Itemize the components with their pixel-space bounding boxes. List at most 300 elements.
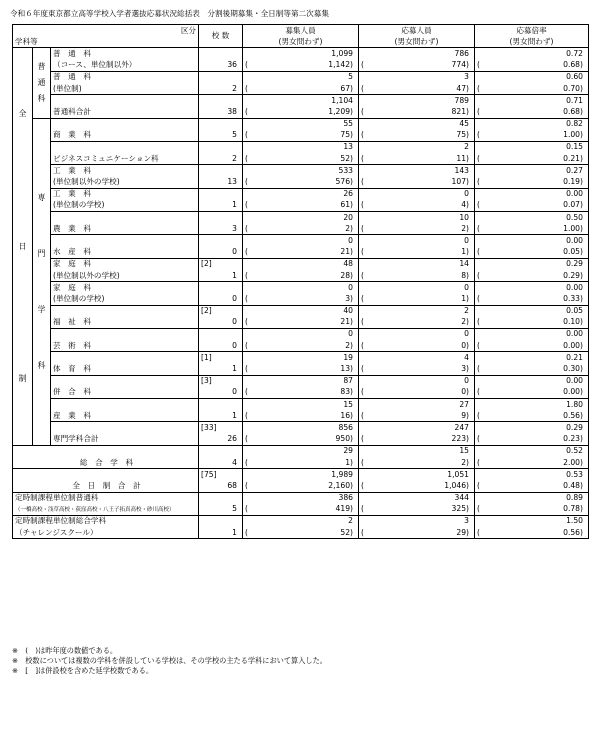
previous-value: 0.56 bbox=[563, 527, 581, 537]
table-row bbox=[13, 212, 589, 224]
previous-value: 13 bbox=[340, 364, 351, 374]
close-paren: ) bbox=[580, 200, 583, 210]
schools-bracket bbox=[199, 445, 243, 457]
value-current: 0.60 bbox=[475, 71, 589, 83]
close-paren: ) bbox=[350, 434, 353, 444]
value-current: 386 bbox=[243, 492, 359, 504]
previous-value: 16 bbox=[340, 410, 351, 420]
table-row bbox=[13, 480, 589, 492]
value-current: 20 bbox=[243, 212, 359, 224]
schools-count: 0 bbox=[199, 340, 243, 352]
value-previous bbox=[243, 293, 359, 305]
subject-name: 普通科合計 bbox=[51, 106, 199, 118]
bracket-count: [2] bbox=[201, 306, 212, 316]
previous-value: 0.48 bbox=[563, 480, 581, 490]
close-paren: ) bbox=[466, 130, 469, 140]
close-paren: ) bbox=[580, 106, 583, 116]
zen_total-label bbox=[13, 480, 199, 492]
value-current: 0.82 bbox=[475, 118, 589, 130]
value-previous bbox=[475, 434, 589, 446]
note-item: ※ [ ]は併設校を含めた延学校数である。 bbox=[12, 666, 154, 675]
open-paren: ( bbox=[361, 223, 364, 233]
previous-value: 21 bbox=[340, 317, 351, 327]
value-previous bbox=[475, 270, 589, 282]
open-paren: ( bbox=[245, 434, 248, 444]
table-row bbox=[13, 422, 589, 434]
sogo-label bbox=[13, 457, 199, 469]
value-current: 0.50 bbox=[475, 212, 589, 224]
close-paren: ) bbox=[350, 527, 353, 537]
close-paren: ) bbox=[466, 480, 469, 490]
previous-value: 8 bbox=[461, 270, 467, 280]
value-previous bbox=[243, 434, 359, 446]
previous-value: 0.00 bbox=[563, 387, 581, 397]
open-paren: ( bbox=[477, 527, 480, 537]
close-paren: ) bbox=[350, 270, 353, 280]
previous-value: 0.33 bbox=[563, 293, 581, 303]
previous-value: 0.05 bbox=[563, 247, 581, 257]
previous-value: 2 bbox=[461, 317, 467, 327]
previous-value: 107 bbox=[451, 177, 467, 187]
subject-name: 普 通 科 bbox=[51, 71, 199, 83]
schools-count: 26 bbox=[199, 434, 243, 446]
close-paren: ) bbox=[350, 200, 353, 210]
schools-bracket bbox=[199, 328, 243, 340]
value-previous bbox=[243, 340, 359, 352]
close-paren: ) bbox=[466, 106, 469, 116]
previous-value: 1.00 bbox=[563, 223, 581, 233]
zen-label: 全 bbox=[18, 109, 27, 119]
value-previous bbox=[243, 106, 359, 118]
previous-value: 576 bbox=[335, 177, 351, 187]
previous-value: 1.00 bbox=[563, 130, 581, 140]
value-current: 0 bbox=[359, 328, 475, 340]
previous-value: 0.10 bbox=[563, 317, 581, 327]
previous-value: 2 bbox=[461, 223, 467, 233]
value-previous bbox=[475, 504, 589, 516]
value-previous bbox=[243, 363, 359, 375]
bracket-count: [75] bbox=[201, 469, 217, 479]
previous-value: 0.78 bbox=[563, 504, 581, 514]
header-boshu: 募集人員 bbox=[243, 25, 359, 37]
close-paren: ) bbox=[580, 317, 583, 327]
teiji1-label bbox=[13, 492, 199, 504]
previous-value: 1 bbox=[345, 457, 351, 467]
value-current: 0.00 bbox=[475, 282, 589, 294]
teiji2-label: 定時制課程単位制総合学科 bbox=[15, 516, 107, 526]
schools-count: 5 bbox=[199, 504, 243, 516]
value-previous bbox=[243, 153, 359, 165]
previous-value: 0.29 bbox=[563, 270, 581, 280]
value-previous bbox=[359, 504, 475, 516]
table-row bbox=[13, 328, 589, 340]
value-current: 29 bbox=[243, 445, 359, 457]
teiji2-sublabel: （チャレンジスクール） bbox=[15, 527, 98, 537]
previous-value: 0.00 bbox=[563, 340, 581, 350]
subject-name: 普 通 科 bbox=[51, 48, 199, 60]
page-title: 令和６年度東京都立高等学校入学者選抜応募状況総括表 分割後期募集・全日制等第二次募集 bbox=[10, 9, 329, 18]
value-previous bbox=[475, 527, 589, 539]
value-current: 786 bbox=[359, 48, 475, 60]
value-previous bbox=[243, 387, 359, 399]
close-paren: ) bbox=[466, 153, 469, 163]
close-paren: ) bbox=[466, 504, 469, 514]
subject-name bbox=[51, 375, 199, 387]
schools-bracket bbox=[199, 258, 243, 270]
previous-value: 821 bbox=[451, 106, 467, 116]
open-paren: ( bbox=[245, 177, 248, 187]
previous-value: 0.30 bbox=[563, 364, 581, 374]
table-row bbox=[13, 200, 589, 212]
open-paren: ( bbox=[477, 480, 480, 490]
value-current: 143 bbox=[359, 165, 475, 177]
close-paren: ) bbox=[350, 387, 353, 397]
close-paren: ) bbox=[466, 223, 469, 233]
subject-name: (単位制以外の学校) bbox=[51, 176, 199, 188]
value-current: 344 bbox=[359, 492, 475, 504]
futsu-char: 科 bbox=[37, 93, 46, 103]
table-row bbox=[13, 492, 589, 504]
bracket-count: [2] bbox=[201, 259, 212, 269]
schools-bracket bbox=[199, 469, 243, 481]
close-paren: ) bbox=[350, 106, 353, 116]
value-current: 789 bbox=[359, 95, 475, 107]
close-paren: ) bbox=[580, 340, 583, 350]
value-current: 0.29 bbox=[475, 422, 589, 434]
value-previous bbox=[243, 60, 359, 72]
previous-value: 47 bbox=[456, 83, 467, 93]
open-paren: ( bbox=[245, 60, 248, 70]
futsu-char: 普 bbox=[37, 61, 46, 71]
open-paren: ( bbox=[361, 106, 364, 116]
open-paren: ( bbox=[245, 457, 248, 467]
schools-count: 38 bbox=[199, 106, 243, 118]
close-paren: ) bbox=[466, 527, 469, 537]
open-paren: ( bbox=[477, 177, 480, 187]
schools-count: 1 bbox=[199, 363, 243, 375]
previous-value: 2 bbox=[345, 340, 351, 350]
value-current: 0 bbox=[359, 282, 475, 294]
subject-name: 福 祉 科 bbox=[51, 317, 199, 329]
table-row bbox=[13, 165, 589, 177]
value-previous bbox=[243, 83, 359, 95]
open-paren: ( bbox=[477, 434, 480, 444]
previous-value: 0.07 bbox=[563, 200, 581, 210]
value-current: 0.00 bbox=[475, 188, 589, 200]
table-row bbox=[13, 176, 589, 188]
open-paren: ( bbox=[361, 153, 364, 163]
close-paren: ) bbox=[580, 130, 583, 140]
value-current: 19 bbox=[243, 352, 359, 364]
value-current: 0.00 bbox=[475, 235, 589, 247]
open-paren: ( bbox=[361, 340, 364, 350]
subject-name: (単位制の学校) bbox=[51, 200, 199, 212]
open-paren: ( bbox=[361, 270, 364, 280]
close-paren: ) bbox=[466, 387, 469, 397]
subject-name: 商 業 科 bbox=[51, 130, 199, 142]
previous-value: 61 bbox=[340, 200, 351, 210]
open-paren: ( bbox=[361, 60, 364, 70]
bracket-count: [3] bbox=[201, 376, 212, 386]
value-previous bbox=[359, 434, 475, 446]
value-current: 2 bbox=[243, 515, 359, 527]
value-previous bbox=[243, 247, 359, 259]
previous-value: 0.70 bbox=[563, 83, 581, 93]
value-current: 10 bbox=[359, 212, 475, 224]
open-paren: ( bbox=[245, 106, 248, 116]
open-paren: ( bbox=[361, 387, 364, 397]
senmon-char: 専 bbox=[37, 192, 46, 202]
value-previous bbox=[359, 410, 475, 422]
value-previous bbox=[475, 176, 589, 188]
subject-name: 芸 術 科 bbox=[51, 340, 199, 352]
schools-bracket bbox=[199, 118, 243, 130]
value-current: 1,051 bbox=[359, 469, 475, 481]
close-paren: ) bbox=[580, 410, 583, 420]
value-current: 0.71 bbox=[475, 95, 589, 107]
previous-value: 2.00 bbox=[563, 457, 581, 467]
value-previous bbox=[359, 83, 475, 95]
close-paren: ) bbox=[580, 387, 583, 397]
subject-name bbox=[51, 235, 199, 247]
close-paren: ) bbox=[350, 177, 353, 187]
value-previous bbox=[475, 223, 589, 235]
header-row bbox=[13, 25, 589, 37]
value-current: 1.80 bbox=[475, 399, 589, 411]
open-paren: ( bbox=[245, 364, 248, 374]
close-paren: ) bbox=[580, 504, 583, 514]
table-row bbox=[13, 130, 589, 142]
schools-bracket bbox=[199, 48, 243, 60]
schools-bracket bbox=[199, 305, 243, 317]
close-paren: ) bbox=[350, 457, 353, 467]
close-paren: ) bbox=[580, 434, 583, 444]
open-paren: ( bbox=[477, 364, 480, 374]
value-current: 45 bbox=[359, 118, 475, 130]
value-current: 14 bbox=[359, 258, 475, 270]
value-current: 0 bbox=[243, 235, 359, 247]
previous-value: 0.19 bbox=[563, 177, 581, 187]
close-paren: ) bbox=[466, 457, 469, 467]
value-current: 5 bbox=[243, 71, 359, 83]
value-previous bbox=[359, 317, 475, 329]
open-paren: ( bbox=[361, 247, 364, 257]
open-paren: ( bbox=[245, 504, 248, 514]
value-previous bbox=[243, 504, 359, 516]
table-row bbox=[13, 71, 589, 83]
subject-name: （コース、単位制以外） bbox=[51, 60, 199, 72]
value-previous bbox=[475, 60, 589, 72]
open-paren: ( bbox=[477, 457, 480, 467]
close-paren: ) bbox=[466, 364, 469, 374]
value-current: 0.72 bbox=[475, 48, 589, 60]
table-row bbox=[13, 527, 589, 539]
subject-name bbox=[51, 305, 199, 317]
open-paren: ( bbox=[361, 457, 364, 467]
previous-value: 3 bbox=[461, 364, 467, 374]
table-row bbox=[13, 457, 589, 469]
close-paren: ) bbox=[466, 60, 469, 70]
open-paren: ( bbox=[245, 130, 248, 140]
table-row bbox=[13, 235, 589, 247]
value-current: 0.21 bbox=[475, 352, 589, 364]
open-paren: ( bbox=[361, 200, 364, 210]
open-paren: ( bbox=[245, 480, 248, 490]
table-row bbox=[13, 106, 589, 118]
open-paren: ( bbox=[477, 410, 480, 420]
table-row bbox=[13, 515, 589, 527]
open-paren: ( bbox=[245, 83, 248, 93]
schools-bracket bbox=[199, 165, 243, 177]
value-previous bbox=[243, 457, 359, 469]
value-current: 0.89 bbox=[475, 492, 589, 504]
subject-name: 工 業 科 bbox=[51, 188, 199, 200]
value-current: 40 bbox=[243, 305, 359, 317]
schools-bracket bbox=[199, 375, 243, 387]
subject-name bbox=[51, 141, 199, 153]
close-paren: ) bbox=[350, 153, 353, 163]
value-current: 0.05 bbox=[475, 305, 589, 317]
value-current: 27 bbox=[359, 399, 475, 411]
value-previous bbox=[359, 200, 475, 212]
value-previous bbox=[243, 410, 359, 422]
previous-value: 0 bbox=[461, 340, 467, 350]
value-current: 3 bbox=[359, 515, 475, 527]
open-paren: ( bbox=[361, 434, 364, 444]
previous-value: 0.23 bbox=[563, 434, 581, 444]
header-kubun: 区分 bbox=[13, 25, 199, 37]
zen-total-label: 全 日 制 合 計 bbox=[72, 480, 141, 490]
schools-bracket bbox=[199, 399, 243, 411]
value-previous bbox=[243, 480, 359, 492]
value-current: 1,099 bbox=[243, 48, 359, 60]
open-paren: ( bbox=[477, 247, 480, 257]
value-current: 13 bbox=[243, 141, 359, 153]
value-current: 4 bbox=[359, 352, 475, 364]
schools-bracket bbox=[199, 422, 243, 434]
close-paren: ) bbox=[350, 410, 353, 420]
previous-value: 325 bbox=[451, 504, 467, 514]
subject-name bbox=[51, 95, 199, 107]
value-current: 0.15 bbox=[475, 141, 589, 153]
table-row bbox=[13, 363, 589, 375]
open-paren: ( bbox=[477, 83, 480, 93]
open-paren: ( bbox=[477, 200, 480, 210]
close-paren: ) bbox=[466, 317, 469, 327]
schools-bracket bbox=[199, 235, 243, 247]
schools-bracket bbox=[199, 188, 243, 200]
previous-value: 75 bbox=[456, 130, 467, 140]
value-previous bbox=[243, 176, 359, 188]
zen_total-label bbox=[13, 469, 199, 481]
value-previous bbox=[243, 200, 359, 212]
value-current: 0 bbox=[359, 235, 475, 247]
close-paren: ) bbox=[580, 293, 583, 303]
value-current: 247 bbox=[359, 422, 475, 434]
open-paren: ( bbox=[245, 200, 248, 210]
schools-bracket bbox=[199, 212, 243, 224]
senmon-char: 学 bbox=[37, 304, 46, 314]
subject-name: 家 庭 科 bbox=[51, 258, 199, 270]
open-paren: ( bbox=[477, 387, 480, 397]
senmon-char: 門 bbox=[37, 248, 46, 258]
open-paren: ( bbox=[361, 317, 364, 327]
value-current: 48 bbox=[243, 258, 359, 270]
table-row bbox=[13, 445, 589, 457]
close-paren: ) bbox=[466, 293, 469, 303]
close-paren: ) bbox=[580, 364, 583, 374]
close-paren: ) bbox=[466, 340, 469, 350]
subject-name: 工 業 科 bbox=[51, 165, 199, 177]
open-paren: ( bbox=[245, 527, 248, 537]
table-row bbox=[13, 352, 589, 364]
close-paren: ) bbox=[350, 293, 353, 303]
value-previous bbox=[475, 293, 589, 305]
open-paren: ( bbox=[477, 340, 480, 350]
sogo-label: 総 合 学 科 bbox=[79, 457, 134, 467]
value-previous bbox=[359, 223, 475, 235]
previous-value: 1 bbox=[461, 247, 467, 257]
value-previous bbox=[475, 106, 589, 118]
value-current: 2 bbox=[359, 141, 475, 153]
subject-name: 産 業 科 bbox=[51, 410, 199, 422]
value-current: 1,989 bbox=[243, 469, 359, 481]
table-row bbox=[13, 141, 589, 153]
value-current: 2 bbox=[359, 305, 475, 317]
close-paren: ) bbox=[466, 200, 469, 210]
header-bairitsu-sub: (男女問わず) bbox=[475, 36, 589, 48]
value-previous bbox=[475, 480, 589, 492]
schools-count: 68 bbox=[199, 480, 243, 492]
previous-value: 75 bbox=[340, 130, 351, 140]
table-row bbox=[13, 387, 589, 399]
nichi-label: 日 bbox=[18, 241, 27, 251]
senmon-label bbox=[33, 118, 51, 445]
futsu-char: 通 bbox=[37, 77, 46, 87]
close-paren: ) bbox=[580, 457, 583, 467]
open-paren: ( bbox=[477, 223, 480, 233]
table-row bbox=[13, 223, 589, 235]
schools-bracket bbox=[199, 141, 243, 153]
close-paren: ) bbox=[466, 247, 469, 257]
schools-bracket bbox=[199, 71, 243, 83]
value-previous bbox=[359, 457, 475, 469]
close-paren: ) bbox=[580, 247, 583, 257]
table-row bbox=[13, 399, 589, 411]
zen-nichi-sei-label bbox=[13, 48, 33, 445]
open-paren: ( bbox=[477, 504, 480, 514]
table-row bbox=[13, 258, 589, 270]
value-previous bbox=[359, 247, 475, 259]
subject-name bbox=[51, 328, 199, 340]
value-previous bbox=[475, 83, 589, 95]
schools-count: 1 bbox=[199, 410, 243, 422]
table-row bbox=[13, 153, 589, 165]
table-row bbox=[13, 282, 589, 294]
open-paren: ( bbox=[361, 410, 364, 420]
table-row bbox=[13, 118, 589, 130]
subject-name bbox=[51, 422, 199, 434]
value-previous bbox=[359, 527, 475, 539]
table-row bbox=[13, 317, 589, 329]
table-row bbox=[13, 293, 589, 305]
close-paren: ) bbox=[350, 223, 353, 233]
sei-label: 制 bbox=[18, 373, 27, 383]
subject-name: 農 業 科 bbox=[51, 223, 199, 235]
previous-value: 52 bbox=[340, 527, 351, 537]
table-row bbox=[13, 305, 589, 317]
schools-bracket bbox=[199, 492, 243, 504]
